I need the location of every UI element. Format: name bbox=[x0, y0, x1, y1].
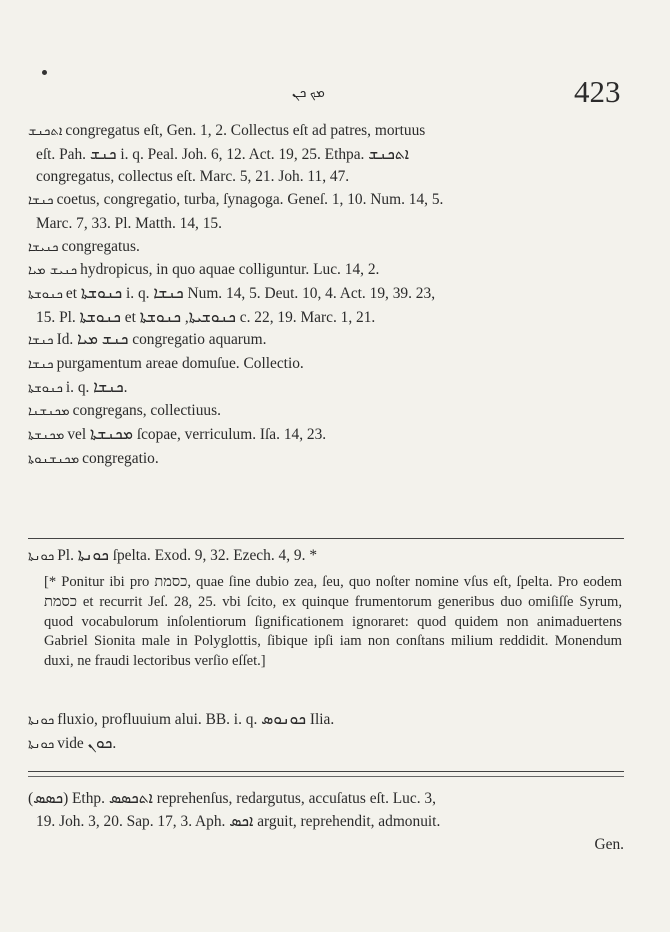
entry-line bbox=[28, 213, 624, 236]
entry-line bbox=[28, 307, 624, 330]
entry-line bbox=[28, 400, 624, 424]
footnote-paragraph: [* Ponitur ibi pro כסמת, quae ſine dubio zea, ſeu, quo noſter nomine vſus eſt, ſpelta. Pro eodem כסמת et recurrit Jeſ. 28, 25. vbi ſcito, ex quinque frumentorum generibus duo omiſiſſe Syrum, quod vocabulorum inſolentiorum ſignificationem ignoraret: quod quidem non animaduertens Gabriel Sionita male in Polyglottis, ſibique ipſi iam non conſtans milium reddidit. Monendum duxi, ne fraudi lectoribus verſio eſſet.] bbox=[44, 574, 622, 670]
entry-line bbox=[28, 283, 624, 307]
entry-text: eſt. Pah. ܟܢܫ i. q. Peal. Joh. 6, 12. Act. 19, 25. Ethpa. ܐܬܟܢܫ bbox=[36, 145, 409, 163]
syriac-headword: ܟܢܘܫܬܐ bbox=[28, 286, 63, 302]
entry-text: fluxio, profluuium alui. BB. i. q. ܟܘܢܘܣ Ilia. bbox=[57, 711, 335, 728]
syriac-headword: ܟܘܢܬܐ bbox=[28, 713, 55, 728]
entry-line bbox=[28, 144, 624, 167]
entry-text: congregatio. bbox=[82, 449, 159, 467]
syriac-headword: ܟܘܢܬܐ bbox=[28, 549, 55, 564]
entry-text: vel ܡܟܢܫܬܐ ſcopae, verriculum. Iſa. 14, 23. bbox=[67, 426, 327, 444]
entry-line bbox=[28, 236, 624, 260]
syriac-headword: ܟܢܫܐ bbox=[28, 193, 54, 209]
catchword: Gen. bbox=[594, 835, 624, 853]
section-divider bbox=[28, 538, 624, 539]
entry-line bbox=[28, 424, 624, 448]
entry-line bbox=[28, 377, 624, 401]
entry-line bbox=[28, 732, 624, 756]
fluxio-entries bbox=[28, 708, 624, 756]
entry-line bbox=[28, 120, 624, 144]
syriac-headword: ܡܟܢܫܢܐ bbox=[28, 404, 70, 420]
syriac-headword: ܐܬܟܢܫ bbox=[28, 124, 63, 139]
page-number: 423 bbox=[574, 74, 621, 109]
entry-line bbox=[28, 259, 624, 283]
entry-text: i. q. ܟܢܫܐ. bbox=[65, 378, 128, 396]
entry-text: Marc. 7, 33. Pl. Matth. 14, 15. bbox=[36, 214, 222, 232]
entry-text: 15. Pl. ܟܢܘܫܬܐ et ܟܢܘܫܝܬܐ, ܟܢܘܫܬܐ c. 22, 19. Marc. 1, 21. bbox=[36, 308, 376, 326]
entry-text: congregans, collectiuus. bbox=[72, 402, 221, 420]
entry-line bbox=[28, 448, 624, 472]
entry-text: hydropicus, in quo aquae colliguntur. Luc. 14, 2. bbox=[80, 261, 380, 279]
syriac-headword: ܟܢܘܫܬܐ bbox=[28, 380, 63, 396]
syriac-headword: ܟܢܝܫ ܡܝܐ bbox=[28, 263, 78, 279]
section-divider-thin bbox=[28, 776, 624, 777]
entry-text: congregatus. bbox=[61, 237, 140, 255]
syriac-headword: ܡܟܢܫܢܘܬܐ bbox=[28, 451, 80, 467]
syriac-headword: ܟܘܢܬܐ bbox=[28, 737, 55, 752]
running-head: ܡܟ ܟܢ bbox=[292, 86, 325, 101]
entry-text: Pl. ܟܘܢܬܐ ſpelta. Exod. 9, 32. Ezech. 4, 9. * bbox=[57, 547, 318, 564]
syriac-headword: ܟܢܫܐ bbox=[28, 333, 54, 349]
entry-text: purgamentum areae domuſue. Collectio. bbox=[56, 355, 304, 373]
entry-line bbox=[28, 329, 624, 353]
ethp-entry bbox=[28, 788, 624, 856]
entry-line bbox=[28, 545, 624, 569]
entry-text: congregatus eſt, Gen. 1, 2. Collectus eſt ad patres, mortuus bbox=[65, 122, 426, 139]
section-divider bbox=[28, 771, 624, 772]
entry-line: 19. Joh. 3, 20. Sap. 17, 3. Aph. ܐܟܣ arguit, reprehendit, admonuit. bbox=[36, 812, 441, 830]
entry-text: congregatus, collectus eſt. Marc. 5, 21. Joh. 11, 47. bbox=[36, 168, 350, 186]
entry-text: vide ܟܘܢ. bbox=[57, 735, 117, 752]
syriac-headword: ܟܢܝܫܐ bbox=[28, 239, 59, 255]
entry-line bbox=[28, 353, 624, 377]
ink-spot bbox=[42, 70, 47, 75]
entry-text: coetus, congregatio, turba, ſynagoga. Geneſ. 1, 10. Num. 14, 5. bbox=[56, 191, 444, 209]
entry-line: (ܟܣܣ) Ethp. ܐܬܟܣܣ reprehenſus, redargutus, accuſatus eſt. Luc. 3, bbox=[28, 790, 436, 807]
entry-line bbox=[28, 708, 624, 732]
syriac-headword: ܟܢܫܐ bbox=[28, 357, 54, 373]
entries-block bbox=[28, 120, 624, 472]
entry-text: Id. ܟܢܫ ܡܝܐ congregatio aquarum. bbox=[56, 331, 267, 349]
entry-line bbox=[28, 166, 624, 189]
entry-text: et ܟܢܘܫܬܐ i. q. ܟܢܫܐ Num. 14, 5. Deut. 10, 4. Act. 19, 39. 23, bbox=[65, 284, 436, 302]
spelta-entry bbox=[28, 545, 624, 569]
entry-line bbox=[28, 189, 624, 213]
syriac-headword: ܡܟܢܫܬܐ bbox=[28, 428, 65, 444]
